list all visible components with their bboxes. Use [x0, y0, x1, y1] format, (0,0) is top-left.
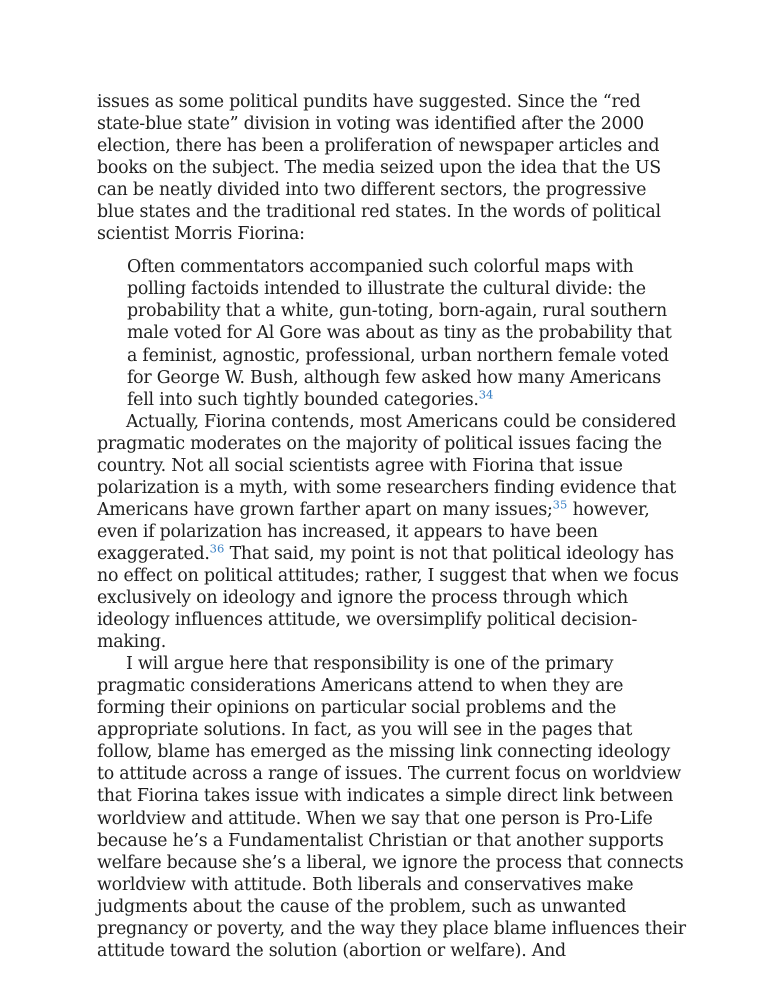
paragraph-fiorina-part-3: That said, my point is not that political ideology has no effect on political attitudes; rather, I suggest that when we focus exclusively on ideology and ignore the process through which ideology influences attitude, we oversimplify political decision-making.	[97, 543, 679, 653]
quote-text: Often commentators accompanied such colorful maps with polling factoids intended to illustrate the cultural divide: the probability that a white, gun-toting, born-again, rural southern male voted for Al Gore was about as tiny as the probability that a feminist, agnostic, professional, urban northern female voted for George W. Bush, although few asked how many Americans fell into such tightly bounded categories.	[127, 257, 672, 410]
body-text	[97, 91, 687, 962]
paragraph-intro: issues as some political pundits have suggested. Since the “red state-blue state” division in voting was identified after the 2000 election, there has been a proliferation of newspaper articles and books on the subject. The media seized upon the idea that the US can be neatly divided into two different sectors, the progressive blue states and the traditional red states. In the words of political scientist Morris Fiorina:	[97, 92, 661, 245]
footnote-ref-35[interactable]: 35	[552, 497, 568, 512]
footnote-ref-36[interactable]: 36	[209, 541, 225, 556]
paragraph-fiorina	[97, 411, 687, 654]
paragraph-fiorina-part-2: however, even if polarization has increased, it appears to have been exaggerated.	[97, 499, 650, 564]
paragraph-fiorina-part-1: Actually, Fiorina contends, most Americans could be considered pragmatic moderates on the majority of political issues facing the country. Not all social scientists agree with Fiorina that issue polarization is a myth, with some researchers finding evidence that Americans have grown farther apart on many issues;	[97, 411, 677, 520]
paragraph-responsibility: I will argue here that responsibility is one of the primary pragmatic considerations Americans attend to when they are forming their opinions on particular social problems and the appropriate solutions. In fact, as you will see in the pages that follow, blame has emerged as the missing link connecting ideology to attitude across a range of issues. The current focus on worldview that Fiorina takes issue with indicates a simple direct link between worldview and attitude. When we say that one person is Pro-Life because he’s a Fundamentalist Christian or that another supports welfare because she’s a liberal, we ignore the process that connects worldview with attitude. Both liberals and conservatives make judgments about the cause of the problem, such as unwanted pregnancy or poverty, and the way they place blame influences their attitude toward the solution (abortion or welfare). And	[97, 654, 686, 961]
block-quote	[127, 256, 687, 410]
footnote-ref-34[interactable]: 34	[478, 387, 494, 402]
